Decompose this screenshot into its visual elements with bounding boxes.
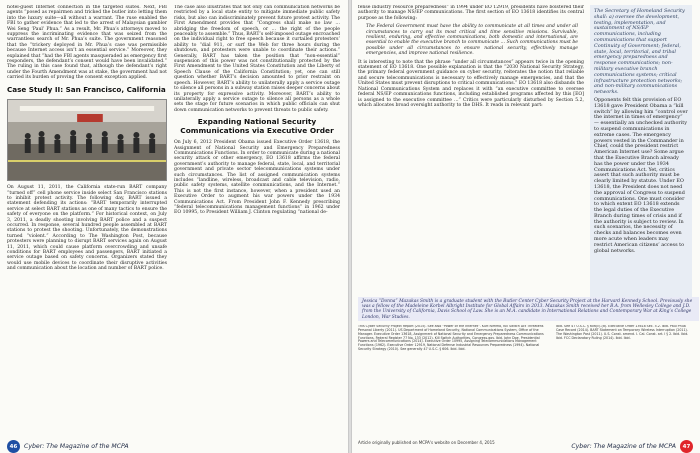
bart-station-photo <box>7 99 167 181</box>
paragraph-first-amendment: The case also illustrates that not only can communication networks be restricted by a local state entity to mitigate immediate public safety risks, but also can indiscriminately prevent future protest activity. The First Amendment provides that “Congress shall make no law … abridging the freedom of speech, or … the right of the people peaceably to assemble.” Thus, BART’s self-imposed outage encroached on the individual right to free speech because it curtailed protesters’ ability to “dial 911, or surf the Web for three hours during the shutdown, and protesters were unable to coordinate their actions.” Generally, BART has taken the position that “non-essential” suspension of this power was not constitutionally protected by the First Amendment to the United States Constitution and the Liberty of Speech Clause of the California Constitution; yet, one can still question whether BART’s decision amounted to prior restraint on speech. However, BART’s ability to unilaterally apply a service outage to silence all persons in a subway station raises deeper concerns about its property for expressive activity. Moreover, BART’s ability to unilaterally apply a service outage to silence all persons as a whole sets the stage for future scenarios in which public officials can shut down communication networks to prevent threats to public safety. <box>174 5 340 113</box>
policy-blockquote: The Federal Government must have the ability to communicate at all times and under all circumstances to carry out its most critical and time sensitive missions. Survivable, resilient, enduring, and effective communications, both domestic and international, are essential to enable the executive branch to communicate … Such communications must be possible under all circumstances to ensure national security, effectively manage emergencies, and improve national resilience. <box>366 24 578 57</box>
paragraph-eo-13618: On July 6, 2012 President Obama issued Executive Order 13618, the Assignment of National Security and Emergency Preparedness Communications Functions. In order to communicate during a national security attack or other emergency, EO 13618 affirms the federal government’s authority to manage federal, state, local, and territorial government and private sector telecommunications systems under such circumstances. The list of assigned communication systems includes “landline, wireless, broadcast and cable television, radio, public safety systems, satellite communications, and the Internet.” This is not the first instance, however, when a president used an Executive Order to augment his war powers under the 1934 Communications Act. From President John F. Kennedy prescribing “federal telecommunications management functions” in 1962 under EO 10995, to President William J. Clinton regulating “national de- <box>174 140 340 216</box>
left-column-1 <box>7 5 167 437</box>
paragraph-fense: fense industry resource preparedness” in 1994 under EO 12919, presidents have bolstered their authority to manage NS/EP communications. The first section of EO 13618 identifies its central purpose as the following: <box>358 5 584 21</box>
endnotes-left <box>358 325 550 435</box>
left-footer <box>7 440 129 453</box>
left-page <box>0 0 349 453</box>
right-column-3 <box>358 5 584 295</box>
endnotes-left-text: This Cyber Security Project Report (2015). See also “Power of the Internet”. Kurt Nimmo, Kill Switch Act Threatens Personal Liberty (2011). US Department of Homeland Security, National Communications System, Office of the Manager. Executive Order 13618, Assignment of National Security and Emergency Preparedness Communications Functions, Federal Register 77 No. 133 (2012). Kill Switch Authorities, Congress.gov. Ibid. John Doe, Presidential Powers and Telecommunications (2014). Executive Order 10995, Assigning Telecommunications Management Functions (1962). Executive Order 12919, National Defense Industrial Resources Preparedness (1994). National Security Strategy (2010). See generally 47 U.S.C. § 606. Ibid. Ibid. <box>358 325 544 352</box>
right-page-number: 47 <box>680 440 693 453</box>
case-study-heading: Case Study II: San Francisco, California <box>7 84 166 94</box>
paragraph-bart: On August 11, 2011, the California state-run BART company “turned off” cell phone service inside select San Francisco stations to inhibit protest activity. The following day, BART issued a statement defending its actions: “BART temporarily interrupted service at select BART stations as one of many tactics to ensure the safety of everyone on the platform.” For historical context, on July 3, 2011, a deadly shooting involving BART police and a suspect occurred. In response, several hundred people assembled at BART stations to protest the shooting. Unfortunately, the demonstrations turned “violent.” According to The Washington Post, because protesters were planning to disrupt BART services again on August 11, 2011, which could cause platform overcrowding and unsafe conditions for BART employees and passengers, BART initiated a service outage based on safety concerns. Organizers stated they would use mobile devices to coordinate their disruptive activities and communication about the location and number of BART police. <box>7 185 167 272</box>
paragraph-circumstances: It is interesting to note that the phrase “under all circumstances” appears twice in the opening statement of EO 13618. One possible explanation is that the “2030 National Security Strategy, the primary federal government guidance on cyber security, reiterates the notion that reliable and secure telecommunications is necessary to effectively manage emergencies, and that the United States must prevent disruptions to critical communications.” EO 13618 also disbands the National Communications System and replaces it with “an executive committee to oversee federal NS/EP communications functions, including established programs affected by this [EO] is assigned to the executive committee …” Critics were particularly disturbed by Section 5.2, which allocates broad oversight authority to the DHS. It reads in relevant part: <box>358 59 584 108</box>
about-author-box: Jessica “Donna” Mazakas Smith is a graduate student with the Butler Center Cyber Security Project at the Harvard Kennedy School. Previously she was a fellow of the Madeleine Korbel Albright Institute for Global Affairs in 2013. Mazakas Smith received her B.A. from Wellesley College and J.D. from the University of California, Davis School of Law. She is an M.A. candidate in International Relations and Contemporary War at King’s College London, War Studies. <box>358 297 699 321</box>
right-magazine-title: Cyber: The Magazine of the MCPA <box>571 443 676 450</box>
photo-illustration <box>8 100 166 180</box>
executive-order-heading: Expanding National Security Communications via Executive Order <box>180 117 334 136</box>
left-magazine-title: Cyber: The Magazine of the MCPA <box>24 443 129 450</box>
article-credit: Article originally published on MCPA's website on December 4, 2015 <box>358 440 495 445</box>
left-column-2 <box>174 5 340 437</box>
paragraph-phua: hotel-guest Internet connection in the targeted suites. Next, FBI agents “posed as repairmen and tricked the butler into letting them into the luxury suite—all without a warrant. The ruse enabled the FBI to gather evidence that led to the arrest of Malaysian gambler Wei Seng ‘Paul’ Phua.” As a result, Mr. Phua’s attorneys moved to suppress the incriminating evidence that was seized from the warrantless search of Mr. Phua’s suite. The government reasoned that the “trickery deployed in Mr. Phua’s case was permissible because Internet access isn’t an essential service.” Moreover, they explained that “had the FBI agents masqueraded as emergency first responders, the defendant’s consent would have been invalidated.” The ruling in this case found that, although the defendant’s right under the Fourth Amendment was at stake, the government had not carried its burden of proving the consent exception applied. <box>7 5 167 81</box>
left-page-number: 46 <box>7 440 20 453</box>
dhs-pull-quote <box>590 5 692 297</box>
right-page <box>351 0 700 453</box>
sidebar-quote: The Secretary of Homeland Security shall: a) oversee the development, testing, implementation, and sustainment of NS/EP communications, including communications that support Continuity of Government; federal, state, local, territorial, and tribal emergency preparedness and response communications; non-military executive branch communications systems; critical infrastructure protection networks; and non-military communications networks. <box>594 8 685 96</box>
endnotes-right <box>556 325 692 435</box>
endnotes-right-text: Ibid. See 47 U.S.C. § 606(c)-(d). Executive Order 13618 Sec. 5.2. Ibid. Paul Phua Case Record (2014). BART Statement on Temporary Wireless Interruption (2011). The Washington Post (2011). U.S. Const. amend. I. Cal. Const. art. I § 2. Ibid. Ibid. Ibid. FCC Declaratory Ruling (2014). Ibid. Ibid. <box>556 325 689 340</box>
sidebar-continued: Opponents felt this provision of EO 13618 gave President Obama a “kill switch” by allowing him “control over the internet in times of emergency” — essentially an unchecked authority to suspend communications in extreme cases. The emergency powers vested in the Commander in Chief, could the president restrict American Internet use? Some argue that the Executive Branch already has the power under the 1934 Communications Act. Yet, critics assert that such authority must be clearly limited by statute. Under EO 13618, the President does not need the approval of Congress to suspend communications. One must consider to which extent EO 13618 extends the legal duties of the Executive Branch during times of crisis and if the authority is subject to review. In such scenarios, the necessity of checks and balances becomes even more acute when leaders may restrict American citizens’ access to global networks. <box>594 96 688 254</box>
right-footer <box>571 440 693 453</box>
